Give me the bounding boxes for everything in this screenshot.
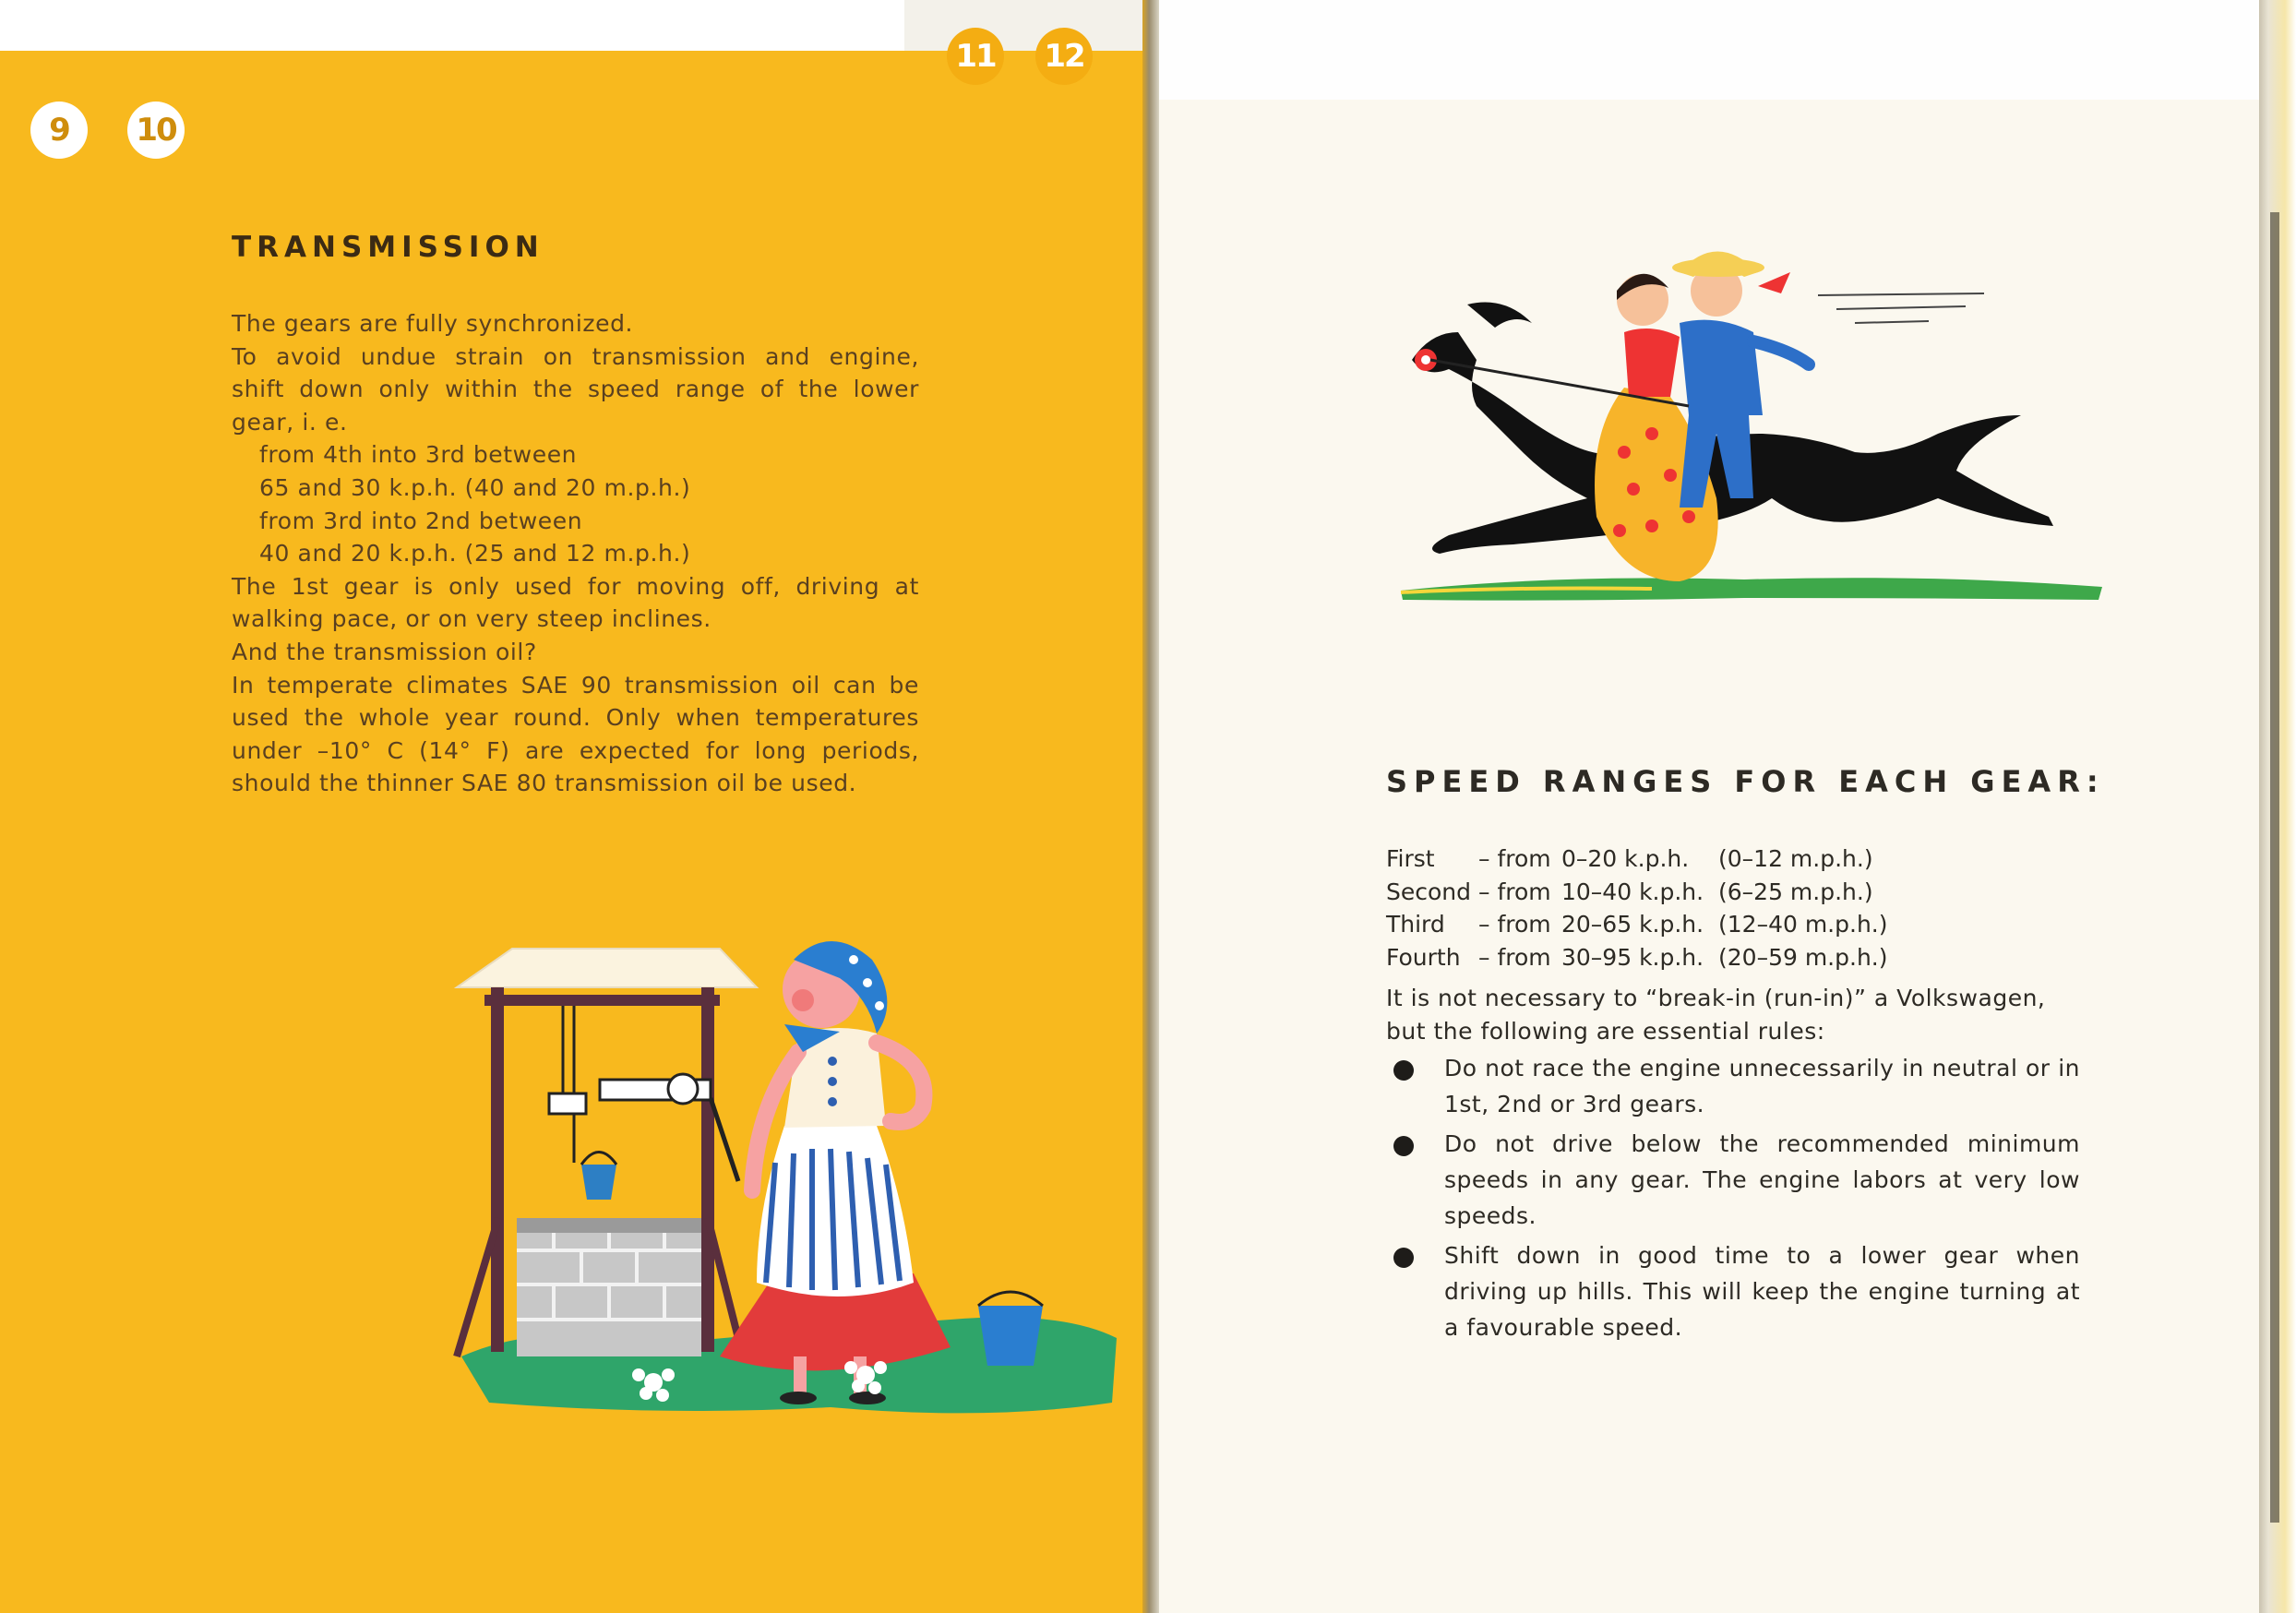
essential-rules-list [1386, 1050, 2080, 1349]
from-label: – from [1478, 911, 1551, 938]
text-line: under –10° C (14° F) are expected for long periods, [232, 736, 919, 764]
rule-text: Shift down in good time to a lower gear when driving up hills. This will keep the engine turning at a favourable speed. [1444, 1242, 2080, 1341]
text-line: The 1st gear is only used for moving off, driving at [232, 572, 919, 600]
text-line: 40 and 20 k.p.h. (25 and 12 m.p.h.) [259, 540, 691, 568]
table-row [1386, 908, 1887, 941]
kph-range: 20–65 k.p.h. [1561, 911, 1704, 938]
transmission-heading: TRANSMISSION [232, 231, 544, 264]
break-in-intro [1386, 982, 2076, 1047]
water-bucket [978, 1306, 1043, 1366]
kph-range: 30–95 k.p.h. [1561, 944, 1704, 972]
page-number-badge: 9 [30, 102, 88, 159]
list-item [1386, 1050, 2080, 1122]
gear-name: Third [1386, 911, 1445, 938]
couple-on-galloping-horse-illustration [1375, 221, 2104, 614]
gear-name: Fourth [1386, 944, 1461, 972]
tab-page-number-badge: 11 [947, 28, 1004, 85]
page-number-badge: 10 [127, 102, 185, 159]
rule-text: Do not drive below the recommended minimum speeds in any gear. The engine labors at very low speeds. [1444, 1130, 2080, 1229]
bullet-icon [1393, 1136, 1414, 1156]
text-line: but the following are essential rules: [1386, 1017, 1825, 1045]
book-gutter [1142, 0, 1159, 1613]
text-line: shift down only within the speed range of the lower [232, 376, 919, 403]
text-line: gear, i. e. [232, 408, 348, 436]
text-line: walking pace, or on very steep inclines. [232, 605, 712, 633]
from-label: – from [1478, 878, 1551, 905]
speed-ranges-table [1386, 842, 1887, 974]
transmission-text [232, 307, 919, 800]
man-shirt [1680, 320, 1763, 415]
text-line: And the transmission oil? [232, 638, 537, 665]
text-line: The gears are fully synchronized. [232, 310, 634, 337]
scan-background-right [1159, 0, 2257, 100]
table-row [1386, 876, 1887, 909]
well-post-left [491, 987, 504, 1352]
mph-range: (12–40 m.p.h.) [1718, 911, 1888, 938]
from-label: – from [1478, 845, 1551, 872]
text-line: should the thinner SAE 80 transmission oil be used. [232, 770, 857, 797]
right-page-shadow [2270, 212, 2279, 1523]
well-bucket [581, 1165, 616, 1200]
mph-range: (20–59 m.p.h.) [1718, 944, 1888, 972]
text-line: To avoid undue strain on transmission and engine, [232, 342, 919, 370]
well-roof [457, 949, 757, 987]
tab-page-number-badge: 12 [1035, 28, 1093, 85]
table-row [1386, 941, 1887, 974]
well-post-right [701, 987, 714, 1352]
mph-range: (6–25 m.p.h.) [1718, 878, 1873, 905]
mph-range: (0–12 m.p.h.) [1718, 845, 1873, 872]
list-item [1386, 1126, 2080, 1234]
bullet-icon [1393, 1060, 1414, 1081]
speed-ranges-heading: SPEED RANGES FOR EACH GEAR: [1386, 764, 2105, 799]
gear-name: Second [1386, 878, 1472, 905]
text-line: In temperate climates SAE 90 transmission oil can be [232, 671, 919, 699]
gear-name: First [1386, 845, 1435, 872]
text-line: It is not necessary to “break-in (run-in)” a Volkswagen, [1386, 985, 2046, 1011]
well-beam [484, 995, 720, 1006]
list-item [1386, 1237, 2080, 1345]
text-line: from 4th into 3rd between [259, 441, 578, 469]
from-label: – from [1478, 944, 1551, 972]
rule-text: Do not race the engine unnecessarily in neutral or in 1st, 2nd or 3rd gears. [1444, 1055, 2080, 1117]
text-line: used the whole year round. Only when temperatures [232, 704, 919, 732]
kph-range: 0–20 k.p.h. [1561, 845, 1690, 872]
kph-range: 10–40 k.p.h. [1561, 878, 1704, 905]
text-line: from 3rd into 2nd between [259, 507, 583, 534]
text-line: 65 and 30 k.p.h. (40 and 20 m.p.h.) [259, 473, 691, 501]
bullet-icon [1393, 1248, 1414, 1268]
woman-at-well-illustration [434, 923, 1121, 1416]
table-row [1386, 842, 1887, 876]
